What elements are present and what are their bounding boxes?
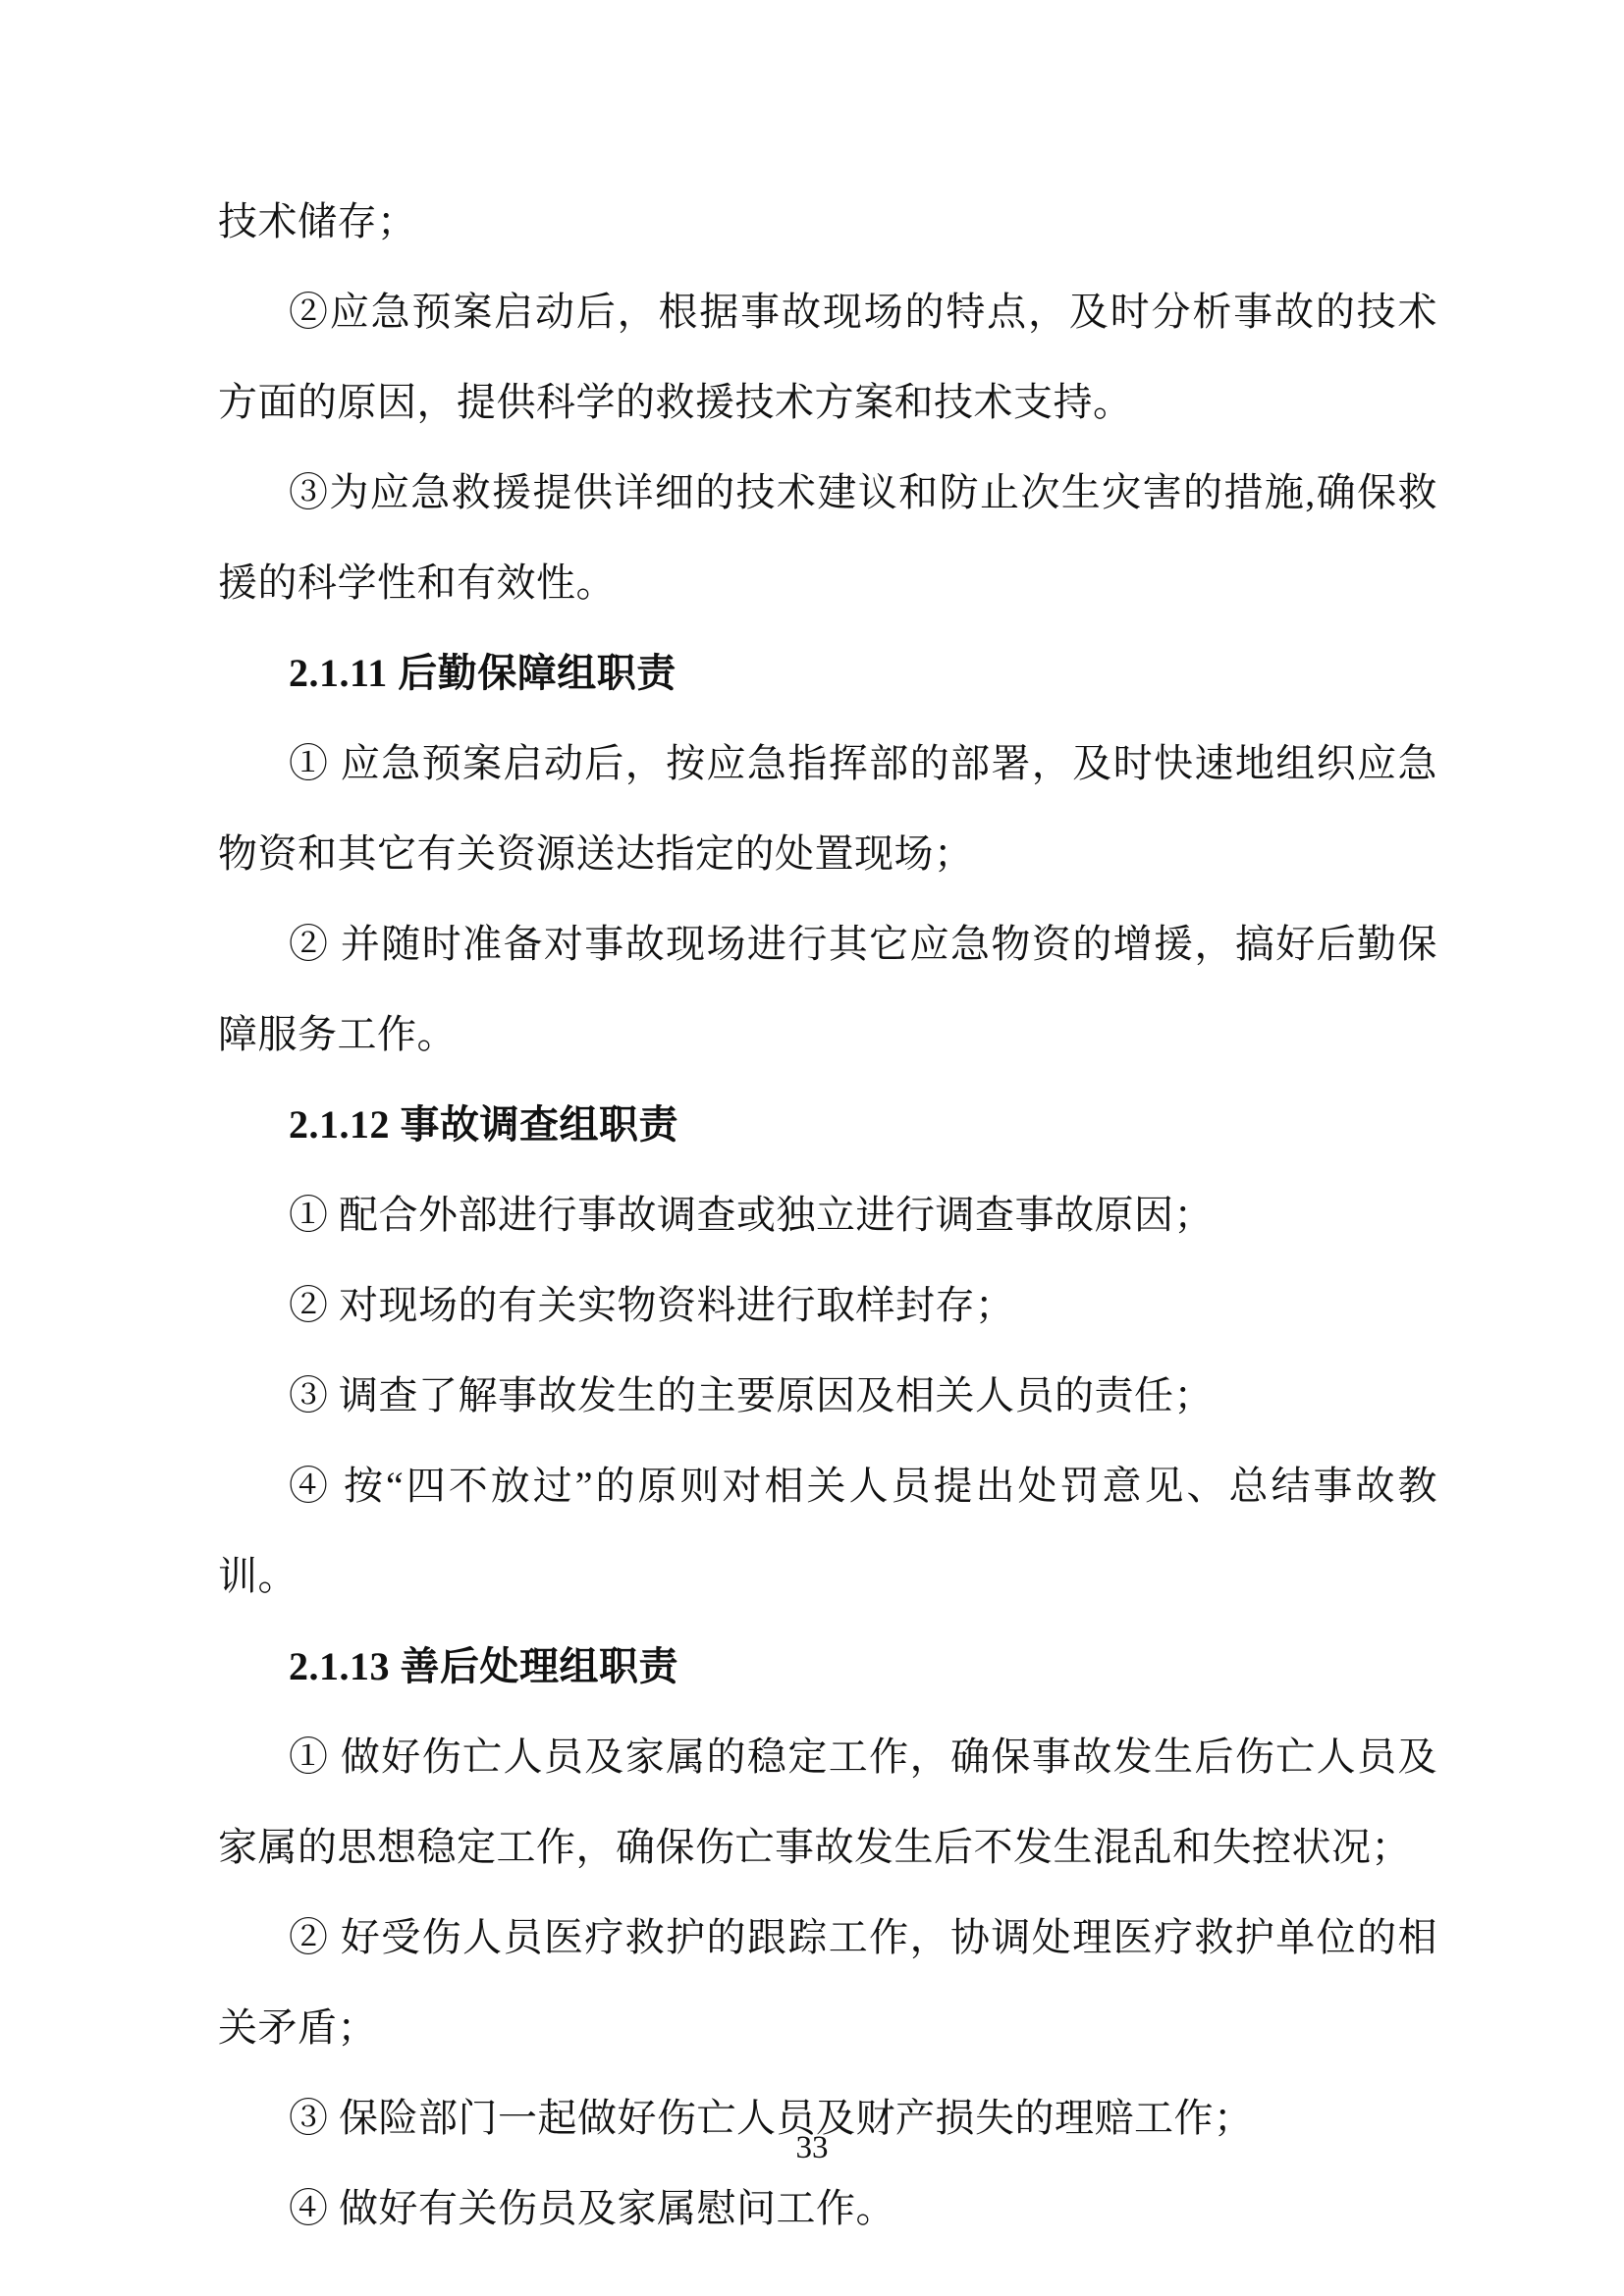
paragraph-item-3: ③为应急救援提供详细的技术建议和防止次生灾害的措施,确保救援的科学性和有效性。	[218, 470, 1437, 605]
paragraph-investigation-item-3: ③ 调查了解事故发生的主要原因及相关人员的责任；	[289, 1373, 1214, 1417]
paragraph-aftermath-item-3: ③ 保险部门一起做好伤亡人员及财产损失的理赔工作；	[289, 2096, 1254, 2140]
paragraph-aftermath-item-4: ④ 做好有关伤员及家属慰问工作。	[289, 2186, 895, 2230]
paragraph-logistics-item-1: ① 应急预案启动后，按应急指挥部的部署，及时快速地组织应急物资和其它有关资源送达指定的处置现场；	[218, 741, 1437, 876]
paragraph-investigation-item-2: ② 对现场的有关实物资料进行取样封存；	[289, 1283, 1015, 1327]
paragraph-logistics-item-2: ② 并随时准备对事故现场进行其它应急物资的增援，搞好后勤保障服务工作。	[218, 922, 1437, 1056]
paragraph-continuation: 技术储存；	[218, 199, 417, 243]
paragraph-item-2: ②应急预案启动后，根据事故现场的特点，及时分析事故的技术方面的原因，提供科学的救援技术方案和技术支持。	[218, 290, 1437, 424]
page-number: 33	[795, 2130, 829, 2165]
document-body	[218, 177, 1437, 2254]
paragraph-investigation-item-1: ① 配合外部进行事故调查或独立进行调查事故原因；	[289, 1193, 1214, 1237]
section-heading-2-1-11: 2.1.11 后勤保障组职责	[289, 651, 677, 695]
paragraph-aftermath-item-1: ① 做好伤亡人员及家属的稳定工作，确保事故发生后伤亡人员及家属的思想稳定工作，确保伤亡事故发生后不发生混乱和失控状况；	[218, 1735, 1437, 1869]
section-heading-2-1-13: 2.1.13 善后处理组职责	[289, 1644, 678, 1688]
paragraph-investigation-item-4: ④ 按“四不放过”的原则对相关人员提出处罚意见、总结事故教训。	[218, 1464, 1437, 1598]
paragraph-aftermath-item-2: ② 好受伤人员医疗救护的跟踪工作，协调处理医疗救护单位的相关矛盾；	[218, 1915, 1437, 2050]
section-heading-2-1-12: 2.1.12 事故调查组职责	[289, 1102, 678, 1147]
